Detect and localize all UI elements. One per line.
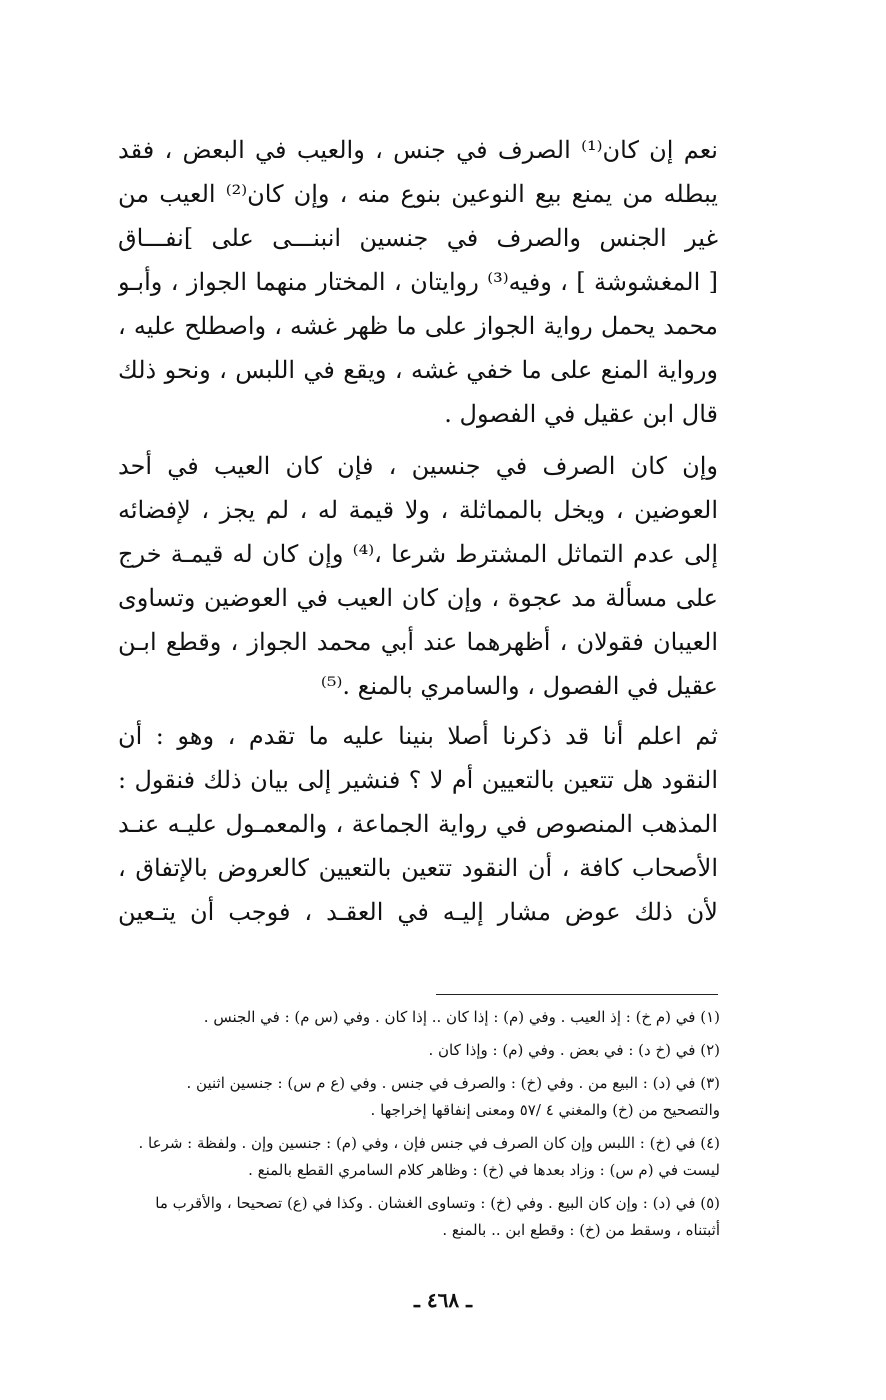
text-line: النقود هل تتعين بالتعيين أم لا ؟ فنشير إلى بيان ذلك فنقول : bbox=[118, 766, 718, 794]
text-line: عقيل في الفصول ، والسامري بالمنع .⁽⁵⁾ bbox=[320, 672, 718, 700]
footnote-line: والتصحيح من (خ) والمغني ٤ /٥٧ ومعنى إنفاقها إخراجها . bbox=[370, 1101, 720, 1119]
text-line: نعم إن كان⁽¹⁾ الصرف في جنس ، والعيب في البعض ، فقد bbox=[118, 136, 718, 164]
footnote-line: (٤) في (خ) : اللبس وإن كان الصرف في جنس فإن ، وفي (م) : جنسين وإن . ولفظة : شرعا . bbox=[138, 1134, 720, 1152]
text-line: وإن كان الصرف في جنسين ، فإن كان العيب في أحد bbox=[118, 452, 718, 480]
footnote-line: (١) في (م خ) : إذ العيب . وفي (م) : إذا كان .. إذا كان . وفي (س م) : في الجنس . bbox=[203, 1008, 720, 1026]
footnote-3 bbox=[130, 1070, 720, 1124]
text-line: على مسألة مد عجوة ، وإن كان العيب في العوضين وتساوى bbox=[118, 584, 718, 612]
text-line: ورواية المنع على ما خفي غشه ، ويقع في اللبس ، ونحو ذلك bbox=[118, 356, 718, 384]
text-line: قال ابن عقيل في الفصول . bbox=[444, 400, 718, 428]
footnotes bbox=[130, 1004, 720, 1250]
text-line: يبطله من يمنع بيع النوعين بنوع منه ، وإن كان⁽²⁾ العيب من bbox=[118, 180, 718, 208]
footnote-line: ليست في (م س) : وزاد بعدها في (خ) : وظاهر كلام السامري القطع بالمنع . bbox=[248, 1161, 720, 1179]
paragraph-2 bbox=[118, 444, 718, 708]
footnote-5 bbox=[130, 1190, 720, 1244]
text-line: المذهب المنصوص في رواية الجماعة ، والمعمـول عليـه عنـد bbox=[118, 810, 718, 838]
text-line: العوضين ، ويخل بالمماثلة ، ولا قيمة له ، لم يجز ، لإفضائه bbox=[118, 496, 718, 524]
footnote-1 bbox=[130, 1004, 720, 1031]
footnote-4 bbox=[130, 1130, 720, 1184]
footnote-line: (٣) في (د) : البيع من . وفي (خ) : والصرف في جنس . وفي (ع م س) : جنسين اثنين . bbox=[186, 1074, 720, 1092]
footnote-line: (٢) في (خ د) : في بعض . وفي (م) : وإذا كان . bbox=[428, 1041, 720, 1059]
footnote-2 bbox=[130, 1037, 720, 1064]
text-line: ثم اعلم أنا قد ذكرنا أصلا بنينا عليه ما تقدم ، وهو : أن bbox=[118, 722, 718, 750]
text-line: [ المغشوشة ] ، وفيه⁽³⁾ روايتان ، المختار منهما الجواز ، وأبـو bbox=[118, 268, 718, 296]
paragraph-1 bbox=[118, 128, 718, 436]
text-line: الأصحاب كافة ، أن النقود تتعين بالتعيين كالعروض بالإتفاق ، bbox=[118, 854, 718, 882]
footnote-separator bbox=[436, 994, 718, 995]
page-number: ـ ٤٦٨ ـ bbox=[414, 1288, 472, 1312]
text-line: محمد يحمل رواية الجواز على ما ظهر غشه ، واصطلح عليه ، bbox=[118, 312, 718, 340]
paragraph-3 bbox=[118, 714, 718, 934]
footnote-line: أثبتناه ، وسقط من (خ) : وقطع ابن .. بالمنع . bbox=[442, 1221, 720, 1239]
text-line: غير الجنس والصرف في جنسين انبنـــى على ]نفـــاق bbox=[118, 224, 718, 252]
text-line: إلى عدم التماثل المشترط شرعا ،⁽⁴⁾ وإن كان له قيمـة خرج bbox=[118, 540, 718, 568]
text-line: لأن ذلك عوض مشار إليـه في العقـد ، فوجب أن يتـعين bbox=[118, 898, 718, 926]
main-text bbox=[118, 128, 718, 940]
text-line: العيبان فقولان ، أظهرهما عند أبي محمد الجواز ، وقطع ابـن bbox=[118, 628, 718, 656]
footnote-line: (٥) في (د) : وإن كان البيع . وفي (خ) : وتساوى الغشان . وكذا في (ع) تصحيحا ، والأقرب ما bbox=[155, 1194, 720, 1212]
